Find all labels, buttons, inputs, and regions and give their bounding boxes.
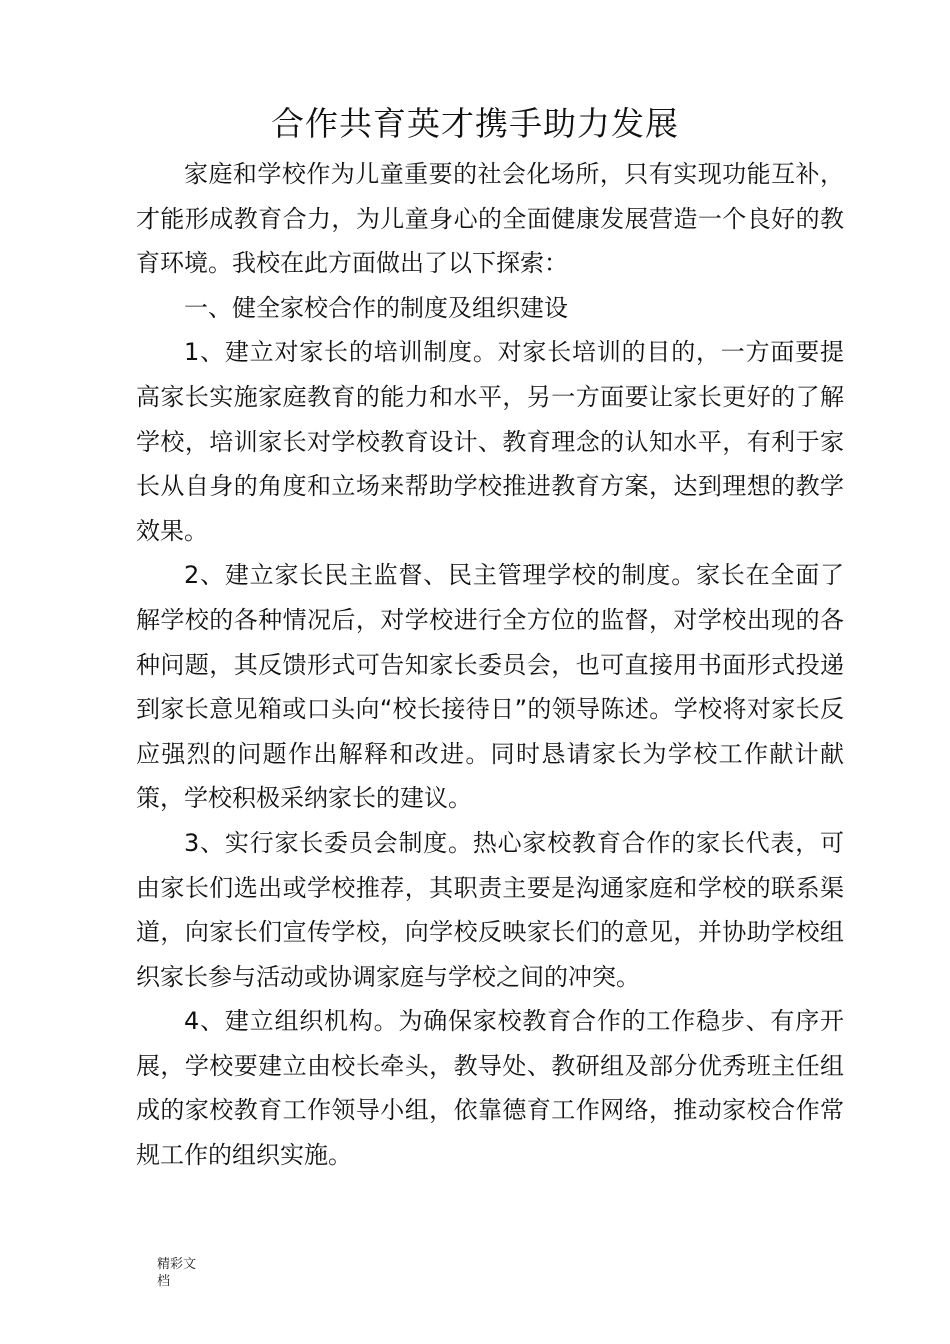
paragraph-item-2: 2、建立家长民主监督、民主管理学校的制度。家长在全面了解学校的各种情况后，对学校进行全方位的监督，对学校出现的各种问题，其反馈形式可告知家长委员会，也可直接用书面形式投递到家长意见箱或口头向“校长接待日”的领导陈述。学校将对家长反应强烈的问题作出解释和改进。同时恳请家长为学校工作献计献策，学校积极采纳家长的建议。	[136, 561, 844, 813]
document-title: 合作共育英才携手助力发展	[271, 104, 679, 143]
paragraph-item-4: 4、建立组织机构。为确保家校教育合作的工作稳步、有序开展，学校要建立由校长牵头，教导处、教研组及部分优秀班主任组成的家校教育工作领导小组，依靠德育工作网络，推动家校合作常规工作的组织实施。	[136, 1007, 844, 1170]
paragraph-item-3: 3、实行家长委员会制度。热心家校教育合作的家长代表，可由家长们选出或学校推荐，其职责主要是沟通家庭和学校的联系渠道，向家长们宣传学校，向学校反映家长们的意见，并协助学校组织家长参与活动或协调家庭与学校之间的冲突。	[136, 828, 844, 991]
intro-paragraph: 家庭和学校作为儿童重要的社会化场所，只有实现功能互补，才能形成教育合力，为儿童身心的全面健康发展营造一个良好的教育环境。我校在此方面做出了以下探索：	[136, 160, 844, 278]
footer-label: 精彩文档	[157, 1257, 197, 1289]
paragraph-item-1: 1、建立对家长的培训制度。对家长培训的目的，一方面要提高家长实施家庭教育的能力和水平，另一方面要让家长更好的了解学校，培训家长对学校教育设计、教育理念的认知水平，有利于家长从自身的角度和立场来帮助学校推进教育方案，达到理想的教学效果。	[136, 338, 844, 545]
section-heading: 一、健全家校合作的制度及组织建设	[184, 293, 568, 322]
document-body	[136, 152, 844, 1178]
